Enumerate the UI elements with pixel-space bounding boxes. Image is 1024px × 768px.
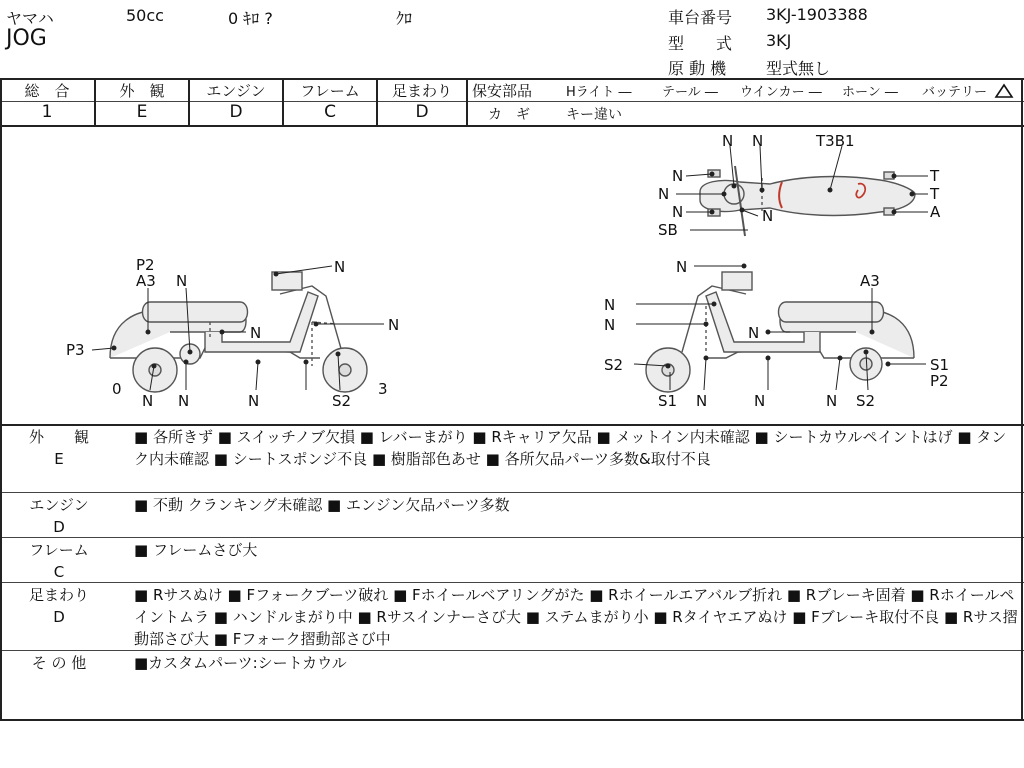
safety-battery: バッテリー [922,85,988,100]
top-view-scooter [700,166,915,236]
overall-label: 総 合 [24,82,70,100]
diagram-label: A [930,203,941,221]
divider [0,582,1024,583]
color: ｸﾛ [396,9,413,28]
section-label: 外 観 [28,428,89,446]
diagram-label: N [696,392,708,410]
safety-label: 保安部品 [472,82,533,100]
diagram-label: SB [658,221,678,239]
diagram-label: N [388,316,400,334]
diagram-label: P3 [66,341,85,359]
safety-taillight: テール ― [662,85,718,100]
engine-grade-label: エンジン [206,82,266,100]
section-grade: D [53,518,65,536]
maker-name: ヤマハ [6,9,54,28]
diagram-label: N [250,324,262,342]
diagram-label: N [248,392,260,410]
section-grade: D [53,608,65,626]
exterior-grade: E [136,102,148,122]
section-label: そ の 他 [31,654,87,672]
model-label: 型 式 [668,34,733,53]
diagram-label: S2 [332,392,352,410]
diagram-label: N [676,258,688,276]
suspension-grade: D [415,102,429,122]
diagram-label: P2 [136,256,155,274]
border [1021,78,1023,720]
section-text: ■ 不動 クランキング未確認 ■ エンジン欠品パーツ多数 [134,496,510,514]
divider [0,492,1024,493]
diagram-label: S2 [604,356,624,374]
diagram-label: P2 [930,372,949,390]
section-label: 足まわり [28,586,89,604]
engine-grade: D [229,102,243,122]
frame-no-label: 車台番号 [668,8,733,27]
diagram-label: N [752,132,764,150]
diagram-label: N [762,207,774,225]
diagram-label: T3B1 [816,132,855,150]
model-name: JOG [6,26,47,51]
diagram-label: N [748,324,760,342]
divider [0,537,1024,538]
diagram-label: N [658,185,670,203]
diagram-label: A3 [136,272,156,290]
damage-diagram [0,126,1024,424]
diagram-label: 0 [112,380,122,398]
diagram-label: N [722,132,734,150]
key-value: キー違い [566,107,622,123]
diagram-label: N [604,296,616,314]
mileage: 0 ｷﾛ ? [228,9,273,28]
frame-no: 3KJ-1903388 [766,5,868,24]
key-label: カ ギ [488,107,530,123]
exterior-label: 外 観 [119,82,165,100]
safety-headlight: Hライト ― [566,85,632,100]
diagram-label: N [142,392,154,410]
diagram-label: N [754,392,766,410]
engine-label: 原 動 機 [668,59,727,78]
safety-winker: ウインカー ― [740,85,822,100]
section-text: ■ 各所きず ■ スイッチノブ欠損 ■ レバーまがり ■ Rキャリア欠品 ■ メットイン内未確認 ■ シートカウルペイントはげ ■ タンク内未確認 ■ シートスポンジ不良 ■ 樹脂部色あせ ■ 各所欠品パーツ多数&取付不良 [134,428,1007,468]
displacement: 50cc [126,6,164,25]
section-grade: C [53,563,65,581]
diagram-label: N [604,316,616,334]
section-label: フレーム [29,541,89,559]
diagram-label: S2 [856,392,876,410]
frame-grade-label: フレーム [300,82,360,100]
divider [0,650,1024,651]
engine-value: 型式無し [766,59,831,78]
model-code: 3KJ [766,31,792,50]
diagram-label: S1 [658,392,678,410]
frame-grade: C [324,102,336,122]
section-text: ■ Rサスぬけ ■ Fフォークブーツ破れ ■ Fホイールベアリングがた ■ Rホイールエアバルブ折れ ■ Rブレーキ固着 ■ Rホイールペイントムラ ■ ハンドルまがり中 ■ Rサスインナーさび大 ■ ステムまがり小 ■ Rタイヤエアぬけ ■ Fブレーキ取付不良 ■ Rサス摺動部さび大 ■ Fフォーク摺動部さび中 [134,586,1018,648]
diagram-label: N [178,392,190,410]
suspension-grade-label: 足まわり [391,82,452,100]
section-label: エンジン [29,496,89,514]
overall-grade: 1 [41,102,53,122]
divider [0,719,1024,721]
diagram-label: S1 [930,356,950,374]
diagram-label: N [176,272,188,290]
diagram-label: N [334,258,346,276]
diagram-label: T [930,167,940,185]
section-grade: E [54,450,64,468]
border [0,78,2,720]
diagram-label: N [826,392,838,410]
diagram-label: N [672,167,684,185]
section-text: ■カスタムパーツ:シートカウル [134,654,347,672]
diagram-label: A3 [860,272,880,290]
diagram-label: 3 [378,380,388,398]
section-text: ■ フレームさび大 [134,541,258,559]
triangle-icon [994,83,1014,99]
diagram-label: N [672,203,684,221]
diagram-label: T [930,185,940,203]
safety-horn: ホーン ― [842,85,898,100]
